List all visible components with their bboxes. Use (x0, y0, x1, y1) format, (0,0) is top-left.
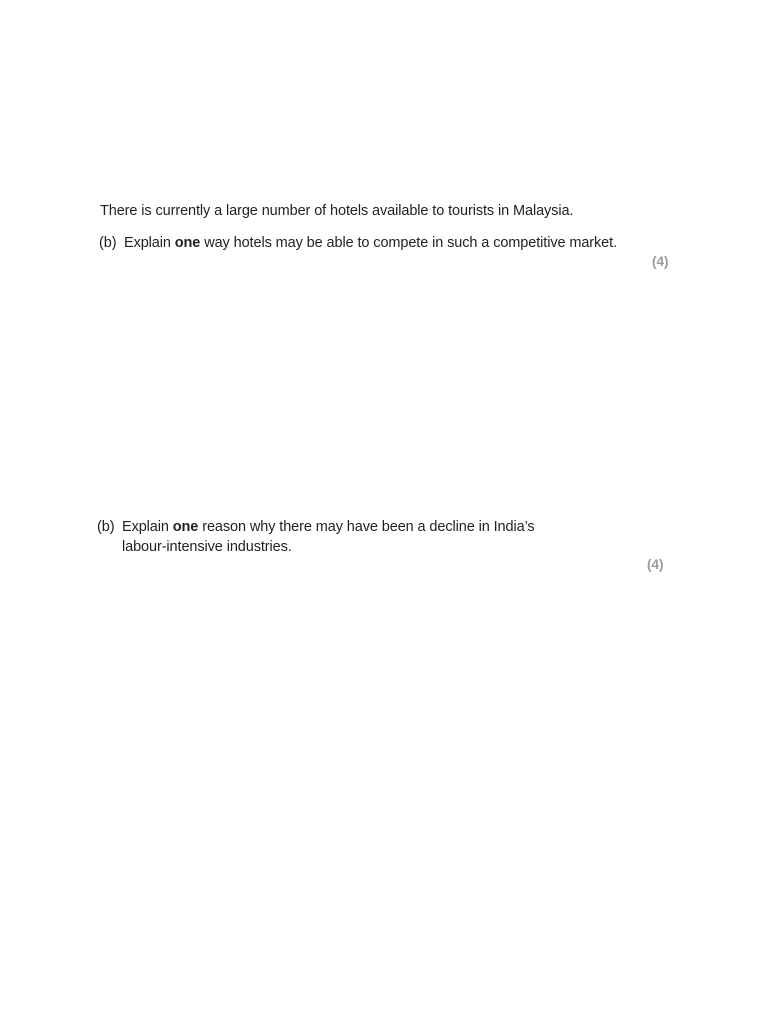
question-b-hotels (99, 234, 617, 252)
question-b-india (97, 518, 535, 536)
context-statement: There is currently a large number of hotels available to tourists in Malaysia. (100, 203, 574, 219)
question-label: (b) (97, 519, 115, 535)
question-text-end: way hotels may be able to compete in such a competitive market. (200, 235, 618, 251)
question-text-start: Explain (124, 235, 175, 251)
marks-allocation-2: (4) (647, 557, 664, 572)
question-continuation: labour-intensive industries. (122, 539, 292, 555)
question-emphasis: one (172, 519, 199, 535)
question-text-end: reason why there may have been a decline in India’s (198, 519, 535, 535)
question-text-start: Explain (122, 519, 173, 535)
question-label: (b) (99, 235, 117, 251)
question-emphasis: one (174, 235, 201, 251)
marks-allocation-1: (4) (652, 254, 669, 269)
